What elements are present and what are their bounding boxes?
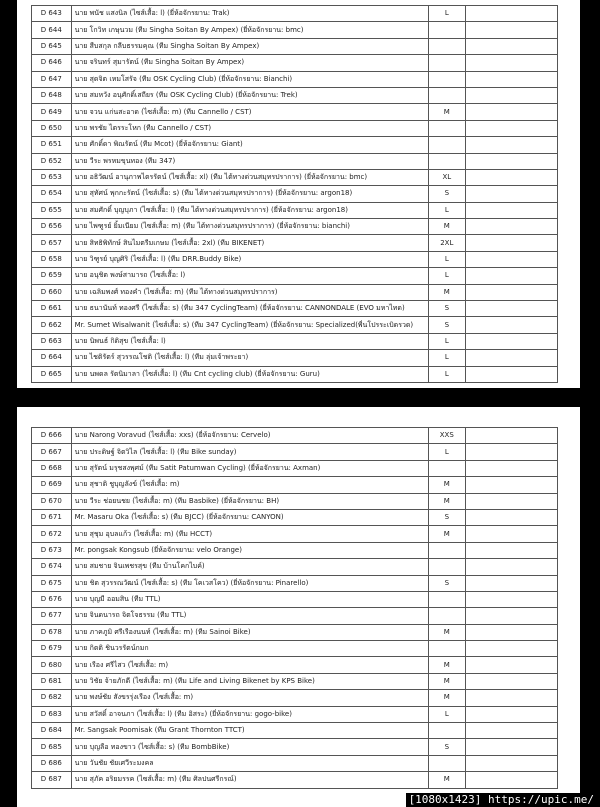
table-row bbox=[32, 493, 558, 509]
bib-number-cell: D 682 bbox=[32, 690, 72, 706]
rider-info-cell: นาย นพดล รัตนิมาลา (ไซส์เสื้อ: l) (ทีม Cnt cycling club) (ยี่ห้อจักรยาน: Guru) bbox=[71, 366, 428, 382]
blank-cell bbox=[465, 202, 557, 218]
table-row bbox=[32, 641, 558, 657]
table-row bbox=[32, 542, 558, 558]
blank-cell bbox=[465, 268, 557, 284]
shirt-size-cell: L bbox=[429, 333, 466, 349]
bib-number-cell: D 650 bbox=[32, 120, 72, 136]
rider-info-cell: นาย เรือง ศรีไสว (ไซส์เสื้อ: m) bbox=[71, 657, 428, 673]
bib-number-cell: D 677 bbox=[32, 608, 72, 624]
table-row bbox=[32, 317, 558, 333]
table-row bbox=[32, 739, 558, 755]
table-row bbox=[32, 268, 558, 284]
bib-number-cell: D 643 bbox=[32, 6, 72, 22]
shirt-size-cell: M bbox=[429, 657, 466, 673]
table-row bbox=[32, 673, 558, 689]
shirt-size-cell: M bbox=[429, 493, 466, 509]
shirt-size-cell bbox=[429, 137, 466, 153]
blank-cell bbox=[465, 559, 557, 575]
shirt-size-cell bbox=[429, 591, 466, 607]
rider-info-cell: นาย สุชุม อุบลแก้ว (ไซส์เสื้อ: m) (ทีม HCCT) bbox=[71, 526, 428, 542]
rider-info-cell: นาย วิฑูรย์ บุญศิริ (ไซส์เสื้อ: l) (ทีม DRR.Buddy Bike) bbox=[71, 251, 428, 267]
document-page-2 bbox=[17, 407, 580, 807]
blank-cell bbox=[465, 428, 557, 444]
rider-info-cell: Mr. Sangsak Poomisak (ทีม Grant Thornton TTCT) bbox=[71, 723, 428, 739]
blank-cell bbox=[465, 137, 557, 153]
rider-info-cell: Mr. pongsak Kongsub (ยี่ห้อจักรยาน: velo Orange) bbox=[71, 542, 428, 558]
bib-number-cell: D 661 bbox=[32, 301, 72, 317]
shirt-size-cell bbox=[429, 87, 466, 103]
table-row bbox=[32, 186, 558, 202]
shirt-size-cell: M bbox=[429, 477, 466, 493]
shirt-size-cell: S bbox=[429, 301, 466, 317]
rider-info-cell: นาย สุภัค อริยมรรค (ไซส์เสื้อ: m) (ทีม ศิลปนศรีกรณ์) bbox=[71, 772, 428, 788]
blank-cell bbox=[465, 690, 557, 706]
table-row bbox=[32, 251, 558, 267]
document-page-1 bbox=[17, 0, 580, 388]
shirt-size-cell bbox=[429, 608, 466, 624]
table-row bbox=[32, 690, 558, 706]
blank-cell bbox=[465, 641, 557, 657]
shirt-size-cell: M bbox=[429, 624, 466, 640]
bib-number-cell: D 658 bbox=[32, 251, 72, 267]
blank-cell bbox=[465, 755, 557, 771]
table-row bbox=[32, 333, 558, 349]
bib-number-cell: D 671 bbox=[32, 509, 72, 525]
shirt-size-cell: S bbox=[429, 317, 466, 333]
bib-number-cell: D 669 bbox=[32, 477, 72, 493]
rider-info-cell: นาย พงษ์ชัย สังขรรุ่งเรือง (ไซส์เสื้อ: m) bbox=[71, 690, 428, 706]
rider-info-cell: นาย พนัช แสงนิล (ไซส์เสื้อ: l) (ยี่ห้อจักรยาน: Trak) bbox=[71, 6, 428, 22]
shirt-size-cell: L bbox=[429, 444, 466, 460]
table-row bbox=[32, 235, 558, 251]
shirt-size-cell: M bbox=[429, 673, 466, 689]
table-row bbox=[32, 6, 558, 22]
shirt-size-cell: M bbox=[429, 526, 466, 542]
bib-number-cell: D 686 bbox=[32, 755, 72, 771]
shirt-size-cell: L bbox=[429, 706, 466, 722]
shirt-size-cell: XXS bbox=[429, 428, 466, 444]
blank-cell bbox=[465, 350, 557, 366]
rider-info-cell: นาย บุญลือ ทองขาว (ไซส์เสื้อ: s) (ทีม BombBike) bbox=[71, 739, 428, 755]
blank-cell bbox=[465, 366, 557, 382]
shirt-size-cell bbox=[429, 153, 466, 169]
bib-number-cell: D 651 bbox=[32, 137, 72, 153]
shirt-size-cell: S bbox=[429, 575, 466, 591]
table-row bbox=[32, 22, 558, 38]
watermark-label: [1080x1423] https://upic.me/ bbox=[406, 793, 597, 807]
bib-number-cell: D 659 bbox=[32, 268, 72, 284]
rider-info-cell: นาย ชิต สุวรรณวัฒน์ (ไซส์เสื้อ: s) (ทีม โคเวสโคว) (ยี่ห้อจักรยาน: Pinarello) bbox=[71, 575, 428, 591]
rider-info-cell: นาย วิชัย จ้ายภักดี (ไซส์เสื้อ: m) (ทีม Life and Living Bikenet by KPS Bike) bbox=[71, 673, 428, 689]
shirt-size-cell bbox=[429, 723, 466, 739]
rider-info-cell: นาย สุดจิต เหมโสรัจ (ทีม OSK Cycling Club) (ยี่ห้อจักรยาน: Bianchi) bbox=[71, 71, 428, 87]
table-row bbox=[32, 366, 558, 382]
table-row bbox=[32, 772, 558, 788]
table-row bbox=[32, 526, 558, 542]
bib-number-cell: D 680 bbox=[32, 657, 72, 673]
bib-number-cell: D 656 bbox=[32, 219, 72, 235]
blank-cell bbox=[465, 71, 557, 87]
blank-cell bbox=[465, 526, 557, 542]
rider-info-cell: นาย ภาคภูมิ ศรีเรืองนนท์ (ไซส์เสื้อ: m) (ทีม Sainoi Bike) bbox=[71, 624, 428, 640]
rider-info-cell: นาย อนุชิต พงษ์สามารถ (ไซส์เสื้อ: l) bbox=[71, 268, 428, 284]
bib-number-cell: D 667 bbox=[32, 444, 72, 460]
shirt-size-cell bbox=[429, 38, 466, 54]
blank-cell bbox=[465, 723, 557, 739]
rider-info-cell: นาย สุชาติ ชูบุญลังข์ (ไซส์เสื้อ: m) bbox=[71, 477, 428, 493]
rider-info-cell: นาย จรินทร์ สุมารัตน์ (ทีม Singha Soitan By Ampex) bbox=[71, 55, 428, 71]
table-row bbox=[32, 38, 558, 54]
shirt-size-cell: 2XL bbox=[429, 235, 466, 251]
blank-cell bbox=[465, 153, 557, 169]
blank-cell bbox=[465, 284, 557, 300]
blank-cell bbox=[465, 608, 557, 624]
rider-info-cell: นาย จินดนารถ จิตโจธรรม (ทีม TTL) bbox=[71, 608, 428, 624]
blank-cell bbox=[465, 87, 557, 103]
shirt-size-cell: M bbox=[429, 219, 466, 235]
shirt-size-cell bbox=[429, 55, 466, 71]
table-row bbox=[32, 55, 558, 71]
bib-number-cell: D 657 bbox=[32, 235, 72, 251]
bib-number-cell: D 685 bbox=[32, 739, 72, 755]
bib-number-cell: D 662 bbox=[32, 317, 72, 333]
rider-info-cell: นาย วีระ พรหมขุนทอง (ทีม 347) bbox=[71, 153, 428, 169]
blank-cell bbox=[465, 317, 557, 333]
rider-info-cell: นาย กิตติ ชินวรรัตน์กมก bbox=[71, 641, 428, 657]
bib-number-cell: D 670 bbox=[32, 493, 72, 509]
blank-cell bbox=[465, 575, 557, 591]
blank-cell bbox=[465, 444, 557, 460]
rider-info-cell: นาย ศักดิ์ดา พิณรัตน์ (ทีม Mcot) (ยี่ห้อจักรยาน: Giant) bbox=[71, 137, 428, 153]
bib-number-cell: D 655 bbox=[32, 202, 72, 218]
bib-number-cell: D 687 bbox=[32, 772, 72, 788]
bib-number-cell: D 663 bbox=[32, 333, 72, 349]
table-row bbox=[32, 120, 558, 136]
shirt-size-cell: L bbox=[429, 6, 466, 22]
rider-info-cell: Mr. Sumet Wisalwanit (ไซส์เสื้อ: s) (ทีม 347 CyclingTeam) (ยี่ห้อจักรยาน: Specialized(พื่นโปรระเบิดรวด) bbox=[71, 317, 428, 333]
shirt-size-cell: L bbox=[429, 268, 466, 284]
blank-cell bbox=[465, 6, 557, 22]
table-row bbox=[32, 624, 558, 640]
table-row bbox=[32, 87, 558, 103]
table-row bbox=[32, 104, 558, 120]
rider-info-cell: นาย บุญมี ออมสิน (ทีม TTL) bbox=[71, 591, 428, 607]
shirt-size-cell bbox=[429, 755, 466, 771]
table-row bbox=[32, 71, 558, 87]
bib-number-cell: D 672 bbox=[32, 526, 72, 542]
shirt-size-cell bbox=[429, 22, 466, 38]
table-row bbox=[32, 428, 558, 444]
table-row bbox=[32, 723, 558, 739]
blank-cell bbox=[465, 169, 557, 185]
shirt-size-cell bbox=[429, 460, 466, 476]
blank-cell bbox=[465, 624, 557, 640]
blank-cell bbox=[465, 477, 557, 493]
blank-cell bbox=[465, 251, 557, 267]
shirt-size-cell: L bbox=[429, 366, 466, 382]
table-row bbox=[32, 608, 558, 624]
blank-cell bbox=[465, 104, 557, 120]
blank-cell bbox=[465, 509, 557, 525]
rider-info-cell: นาย อธิวัฒน์ อานุภาพไตรรัตน์ (ไซส์เสื้อ: xl) (ทีม ไต้ทางด่วนสมุทรปราการ) (ยี่ห้อจักรยาน: bmc) bbox=[71, 169, 428, 185]
rider-info-cell: นาย จวน แก่นสะอาด (ไซส์เสื้อ: m) (ทีม Cannello / CST) bbox=[71, 104, 428, 120]
table-row bbox=[32, 219, 558, 235]
table-row bbox=[32, 755, 558, 771]
table-row bbox=[32, 153, 558, 169]
bib-number-cell: D 653 bbox=[32, 169, 72, 185]
rider-info-cell: นาย เฉลิมพงศ์ ทองคำ (ไซส์เสื้อ: m) (ทีม ไต้ทางด่วนสมุทรปราการ) bbox=[71, 284, 428, 300]
table-row bbox=[32, 444, 558, 460]
rider-info-cell: นาย สมศักดิ์ บุญบุภา (ไซส์เสื้อ: l) (ทีม ไต้ทางด่วนสมุทรปราการ) (ยี่ห้อจักรยาน: argon18) bbox=[71, 202, 428, 218]
bib-number-cell: D 676 bbox=[32, 591, 72, 607]
rider-info-cell: นาย สิทธิพิทักษ์ สินไมตรีมเกษม (ไซส์เสื้อ: 2xl) (ทีม BIKENET) bbox=[71, 235, 428, 251]
bib-number-cell: D 645 bbox=[32, 38, 72, 54]
blank-cell bbox=[465, 739, 557, 755]
shirt-size-cell: M bbox=[429, 104, 466, 120]
rider-info-cell: นาย นิพนธ์ กิติสุข (ไซส์เสื้อ: l) bbox=[71, 333, 428, 349]
blank-cell bbox=[465, 493, 557, 509]
blank-cell bbox=[465, 706, 557, 722]
bib-number-cell: D 683 bbox=[32, 706, 72, 722]
rider-info-cell: นาย สมหวัง อนุศักดิ์เสถียร (ทีม OSK Cycling Club) (ยี่ห้อจักรยาน: Trek) bbox=[71, 87, 428, 103]
shirt-size-cell bbox=[429, 71, 466, 87]
bib-number-cell: D 660 bbox=[32, 284, 72, 300]
blank-cell bbox=[465, 219, 557, 235]
shirt-size-cell bbox=[429, 559, 466, 575]
rider-info-cell: นาย ไพฑูรย์ ยิ้มเนียม (ไซส์เสื้อ: m) (ทีม ไต้ทางด่วนสมุทรปราการ) (ยี่ห้อจักรยาน: bianchi) bbox=[71, 219, 428, 235]
rider-info-cell: นาย สุรัตน์ มรุชสงพุศม์ (ทีม Satit Patumwan Cycling) (ยี่ห้อจักรยาน: Axman) bbox=[71, 460, 428, 476]
shirt-size-cell: L bbox=[429, 350, 466, 366]
bib-number-cell: D 666 bbox=[32, 428, 72, 444]
bib-number-cell: D 674 bbox=[32, 559, 72, 575]
shirt-size-cell bbox=[429, 542, 466, 558]
shirt-size-cell: S bbox=[429, 739, 466, 755]
rider-info-cell: นาย สืบสกุล กลีบธรรมคุณ (ทีม Singha Soitan By Ampex) bbox=[71, 38, 428, 54]
table-row bbox=[32, 559, 558, 575]
rider-info-cell: นาย พรชัย ไตรระโหก (ทีม Cannello / CST) bbox=[71, 120, 428, 136]
rider-info-cell: นาย สมชาย จินเพชรสุข (ทีม บ้านโคกไบค์) bbox=[71, 559, 428, 575]
table-row bbox=[32, 169, 558, 185]
rider-info-cell: นาย วันชัย ชัยเศวีระมงคล bbox=[71, 755, 428, 771]
bib-number-cell: D 668 bbox=[32, 460, 72, 476]
shirt-size-cell: S bbox=[429, 186, 466, 202]
blank-cell bbox=[465, 120, 557, 136]
table-row bbox=[32, 350, 558, 366]
shirt-size-cell bbox=[429, 120, 466, 136]
blank-cell bbox=[465, 186, 557, 202]
registration-table-2 bbox=[31, 427, 558, 789]
shirt-size-cell: XL bbox=[429, 169, 466, 185]
blank-cell bbox=[465, 55, 557, 71]
table-row bbox=[32, 591, 558, 607]
bib-number-cell: D 647 bbox=[32, 71, 72, 87]
bib-number-cell: D 646 bbox=[32, 55, 72, 71]
shirt-size-cell: L bbox=[429, 251, 466, 267]
registration-table-1 bbox=[31, 5, 558, 383]
bib-number-cell: D 673 bbox=[32, 542, 72, 558]
table-row bbox=[32, 202, 558, 218]
bib-number-cell: D 664 bbox=[32, 350, 72, 366]
blank-cell bbox=[465, 657, 557, 673]
blank-cell bbox=[465, 22, 557, 38]
table-row bbox=[32, 284, 558, 300]
table-row bbox=[32, 460, 558, 476]
blank-cell bbox=[465, 38, 557, 54]
blank-cell bbox=[465, 333, 557, 349]
rider-info-cell: นาย ประดิษฐ์ จิตวิไล (ไซส์เสื้อ: l) (ทีม Bike sunday) bbox=[71, 444, 428, 460]
table-row bbox=[32, 137, 558, 153]
blank-cell bbox=[465, 772, 557, 788]
table-row bbox=[32, 575, 558, 591]
rider-info-cell: นาย ไชติรัตร์ สุวรรณโชติ (ไซส์เสื้อ: l) (ทีม ลุ่มเจ้าพระยา) bbox=[71, 350, 428, 366]
bib-number-cell: D 649 bbox=[32, 104, 72, 120]
bib-number-cell: D 681 bbox=[32, 673, 72, 689]
blank-cell bbox=[465, 673, 557, 689]
shirt-size-cell bbox=[429, 641, 466, 657]
shirt-size-cell: M bbox=[429, 690, 466, 706]
bib-number-cell: D 679 bbox=[32, 641, 72, 657]
rider-info-cell: นาย สุทัศน์ พุกกะรัตน์ (ไซส์เสื้อ: s) (ทีม ไต้ทางด่วนสมุทรปราการ) (ยี่ห้อจักรยาน: argon18) bbox=[71, 186, 428, 202]
bib-number-cell: D 648 bbox=[32, 87, 72, 103]
blank-cell bbox=[465, 591, 557, 607]
bib-number-cell: D 675 bbox=[32, 575, 72, 591]
shirt-size-cell: M bbox=[429, 772, 466, 788]
shirt-size-cell: L bbox=[429, 202, 466, 218]
table-row bbox=[32, 301, 558, 317]
bib-number-cell: D 644 bbox=[32, 22, 72, 38]
rider-info-cell: นาย Narong Voravud (ไซส์เสื้อ: xxs) (ยี่ห้อจักรยาน: Cervelo) bbox=[71, 428, 428, 444]
rider-info-cell: นาย วีระ ช่อยนชย (ไซส์เสื้อ: m) (ทีม Basbike) (ยี่ห้อจักรยาน: BH) bbox=[71, 493, 428, 509]
table-row bbox=[32, 509, 558, 525]
blank-cell bbox=[465, 460, 557, 476]
table-row bbox=[32, 706, 558, 722]
rider-info-cell: นาย สวัสดิ์ อาจนภา (ไซส์เสื้อ: l) (ทีม อิสระ) (ยี่ห้อจักรยาน: gogo-bike) bbox=[71, 706, 428, 722]
blank-cell bbox=[465, 235, 557, 251]
rider-info-cell: นาย โกวิท เกษุนวม (ทีม Singha Soitan By Ampex) (ยี่ห้อจักรยาน: bmc) bbox=[71, 22, 428, 38]
bib-number-cell: D 654 bbox=[32, 186, 72, 202]
shirt-size-cell: S bbox=[429, 509, 466, 525]
bib-number-cell: D 684 bbox=[32, 723, 72, 739]
rider-info-cell: Mr. Masaru Oka (ไซส์เสื้อ: s) (ทีม BJCC) (ยี่ห้อจักรยาน: CANYON) bbox=[71, 509, 428, 525]
blank-cell bbox=[465, 301, 557, 317]
blank-cell bbox=[465, 542, 557, 558]
bib-number-cell: D 652 bbox=[32, 153, 72, 169]
bib-number-cell: D 678 bbox=[32, 624, 72, 640]
rider-info-cell: นาย ธนานันท์ ทองศรี (ไซส์เสื้อ: s) (ทีม 347 CyclingTeam) (ยี่ห้อจักรยาน: CANNONDALE (EVO มหาไทด) bbox=[71, 301, 428, 317]
table-row bbox=[32, 657, 558, 673]
bib-number-cell: D 665 bbox=[32, 366, 72, 382]
shirt-size-cell: M bbox=[429, 284, 466, 300]
table-row bbox=[32, 477, 558, 493]
